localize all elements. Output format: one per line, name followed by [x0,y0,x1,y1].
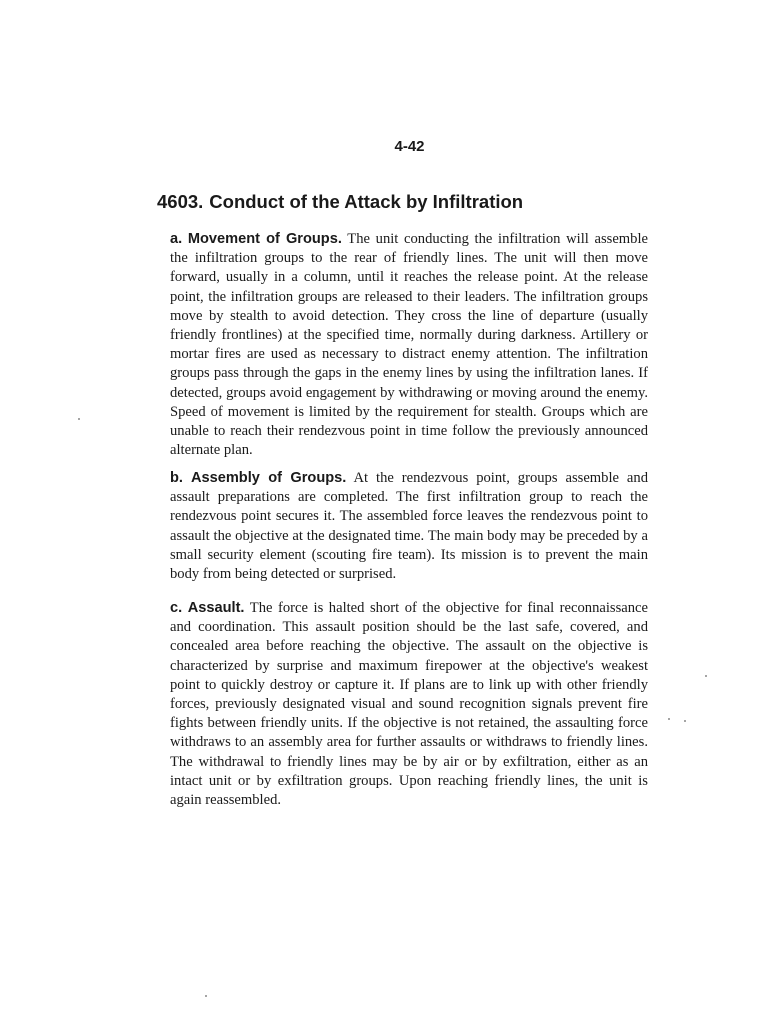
paragraph-heading: Assault. [187,600,245,616]
paragraph-text: The force is halted short of the objective for final reconnaissance and coordination. This assault position should be the last safe, covered, and concealed area before reaching the objective. The assault on the objective is characterized by surprise and maximum firepower at the objective's weakest point to quickly destroy or capture it. If plans are to link up with other friendly forces, previously designated visual and sound recognition signals prevent fire fights between friendly units. If the objective is not retained, the assaulting force withdraws to an assembly area for further assaults or withdraws to friendly lines. The withdrawal to friendly lines may be by air or by exfiltration, either as an intact unit or by exfiltration groups. Upon reaching friendly lines, the unit is again reassembled. [170,600,648,809]
page-number: 4-42 [394,138,425,155]
section-heading [157,191,523,213]
scan-speck [668,718,670,720]
scan-speck [78,418,80,420]
paragraph-text: The unit conducting the infiltration will assemble the infiltration groups to the rear of friendly lines. The unit will then move forward, usually in a column, until it reaches the release point. At the release point, the infiltration groups are released to their leaders. The infiltration groups move by stealth to avoid detection. They cross the line of departure (usually friendly frontlines) at the specified time, normally during darkness. Artillery or mortar fires are used as necessary to distract enemy attention. The infiltration groups pass through the gaps in the enemy lines by using the infiltration lanes. If detected, groups avoid engagement by withdrawing or moving around the enemy. Speed of movement is limited by the requirement for stealth. Groups which are unable to reach their rendezvous point in time follow the previously announced alternate plan. [170,231,648,459]
scan-speck [705,675,707,677]
paragraph-movement-of-groups [170,230,648,460]
paragraph-label: c. [170,600,183,616]
scan-speck [205,995,207,997]
paragraph-heading: Movement of Groups. [187,231,342,247]
scan-speck [684,720,686,722]
paragraph-label: a. [170,231,183,247]
paragraph-label: b. [170,470,183,486]
section-number: 4603. [157,191,204,212]
paragraph-text: At the rendezvous point, groups assemble and assault preparations are completed. The first infiltration group to reach the rendezvous point secures it. The assembled force leaves the rendezvous point to assault the objective at the designated time. The main body may be preceded by a small security element (scouting fire team). Its mission is to prevent the main body from being detected or surprised. [170,470,649,583]
section-title: Conduct of the Attack by Infiltration [209,191,524,212]
paragraph-assembly-of-groups [170,469,648,584]
paragraph-heading: Assembly of Groups. [190,470,347,486]
paragraph-assault [170,599,648,810]
